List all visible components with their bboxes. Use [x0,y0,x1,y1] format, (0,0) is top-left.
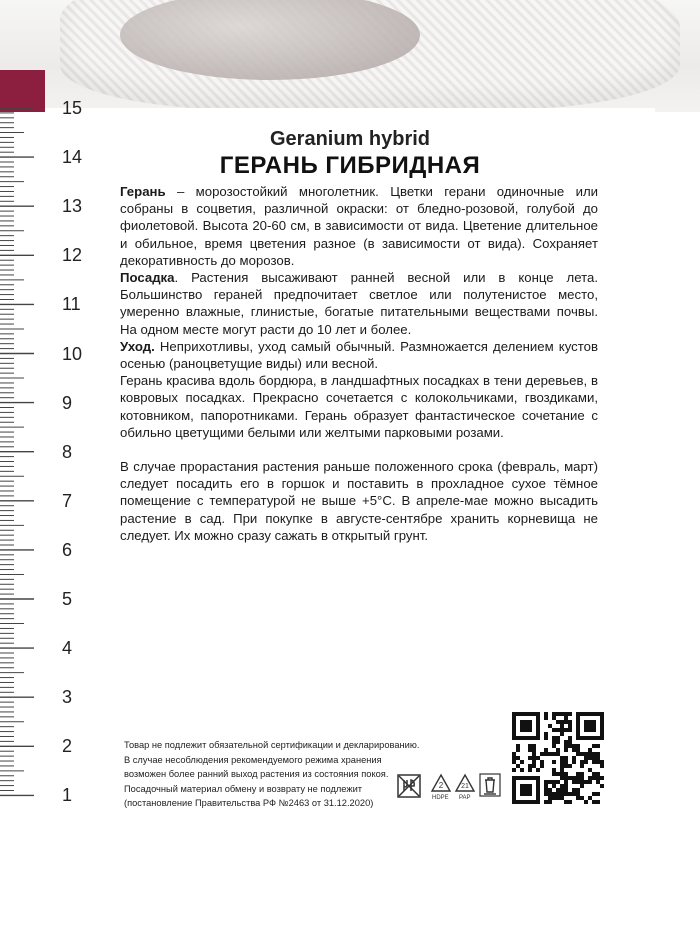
ruler-label: 4 [62,638,73,659]
qr-module [576,780,580,784]
qr-module [568,776,572,780]
qr-module [528,744,532,748]
qr-module [596,744,600,748]
qr-module [596,760,600,764]
qr-module [564,780,568,784]
qr-module [552,728,556,732]
qr-module [552,768,556,772]
qr-module [556,772,560,776]
qr-module [528,768,532,772]
paragraph-description [120,183,598,269]
qr-module [544,780,548,784]
qr-module [580,780,584,784]
ruler-label: 5 [62,589,73,609]
qr-module [568,724,572,728]
qr-module [568,744,572,748]
ruler [0,100,100,820]
qr-module [516,764,520,768]
ruler-label: 13 [62,196,83,217]
ruler-label: 3 [62,687,73,708]
qr-module [588,756,592,760]
qr-module [552,792,556,796]
qr-module [544,792,548,796]
qr-module [588,796,592,800]
qr-module [564,740,568,744]
qr-module [512,756,516,760]
qr-module [584,760,588,764]
qr-module [576,788,580,792]
product-photo [0,0,700,112]
qr-module [552,784,556,788]
qr-module [552,796,556,800]
qr-module [572,780,576,784]
ruler-label: 6 [62,539,73,560]
qr-module [592,744,596,748]
qr-module [596,776,600,780]
qr-module [532,756,536,760]
qr-module [576,748,580,752]
qr-module [564,712,568,716]
svg-text:21: 21 [461,783,469,790]
qr-module [600,784,604,788]
qr-module [564,784,568,788]
qr-module [560,760,564,764]
qr-module [568,720,572,724]
qr-module [556,728,560,732]
qr-module [544,716,548,720]
qr-module [592,792,596,796]
qr-module [588,768,592,772]
paragraph-planting [120,269,598,338]
no-food-icon [396,773,422,804]
legal-notice [124,738,420,811]
paragraph-storage: В случае прорастания растения раньше положенного срока (февраль, март) следует посадить его в горшок и поставить в прохладное сухое тёмное помещение с температурой не выше +5°С. В апреле-мае можно высадить растение в сад. При покупке в августе-сентябре хранить корневища не следует. Их можно сразу сажать в открытый грунт. [120,459,598,543]
qr-module [548,724,552,728]
qr-module [520,720,532,732]
ruler-label: 8 [62,441,73,462]
legal-line: (постановление Правительства РФ №2463 от 31.12.2020) [124,798,374,809]
qr-module [600,760,604,764]
qr-module [552,752,556,756]
qr-module [532,748,536,752]
ruler-label: 11 [62,294,81,315]
qr-module [568,792,572,796]
qr-module [564,744,568,748]
qr-module [556,796,560,800]
qr-module [548,800,552,804]
qr-module [516,756,520,760]
qr-module [564,728,568,732]
qr-module [572,760,576,764]
qr-module [556,780,560,784]
description-text [120,183,598,544]
qr-module [592,772,596,776]
term-geranium: Герань [120,184,166,199]
text-planting: . Растения высаживают ранней весной или в конце лета. Большинство гераней предпочитает светлое или полутенистое место, умеренно влажные, глинистые, богатые питательными веществами почвы. На одном месте могут расти до 10 лет и более. [120,270,598,337]
qr-module [532,752,536,756]
ruler-label: 15 [62,98,83,118]
qr-module [596,752,600,756]
qr-module [560,776,564,780]
qr-module [564,772,568,776]
qr-module [588,776,592,780]
ruler-label: 1 [62,785,73,806]
qr-module [580,764,584,768]
qr-module [588,780,592,784]
qr-module [564,756,568,760]
qr-module [600,764,604,768]
qr-code-graphic [512,712,604,804]
qr-module [544,732,548,736]
qr-module [588,752,592,756]
qr-module [544,784,548,788]
qr-module [544,748,548,752]
qr-module [520,760,524,764]
qr-module [584,756,588,760]
recycle-hdpe-icon [430,773,452,800]
qr-module [556,736,560,740]
qr-module [536,768,540,772]
qr-module [592,760,596,764]
qr-module [520,768,524,772]
qr-module [548,788,552,792]
qr-module [560,772,564,776]
pap-label: PAP [459,795,471,801]
term-planting: Посадка [120,270,175,286]
qr-module [552,740,556,744]
qr-module [576,776,580,780]
qr-module [564,748,568,752]
qr-module [580,796,584,800]
qr-module [572,756,576,760]
qr-module [592,756,596,760]
qr-module [568,712,572,716]
title-russian: ГЕРАНЬ ГИБРИДНАЯ [219,152,481,179]
qr-module [532,760,536,764]
qr-module [536,756,540,760]
qr-module [552,744,556,748]
ruler-ticks [0,100,100,820]
qr-module [576,792,580,796]
qr-module [516,748,520,752]
qr-module [548,780,552,784]
legal-line: Товар не подлежит обязательной сертификации и декларированию. [124,740,420,750]
qr-module [556,788,560,792]
qr-module [528,756,532,760]
qr-module [560,712,564,716]
qr-module [512,760,516,764]
qr-module [540,764,544,768]
text-geranium: – морозостойкий многолетник. Цветки герани одиночные или собраны в соцветия, различной окраски: от бледно-розовой, голубой до фиолетовой. Высота 20-60 см, в зависимости от вида. Цветение длительное и обильное, время цветения разное (в зависимости от вида). Сохраняет декоративность до морозов. [120,184,598,268]
qr-module [548,752,552,756]
qr-module [528,764,532,768]
qr-module [564,800,568,804]
ruler-label: 14 [62,147,83,168]
qr-module [556,752,560,756]
hdpe-label: HDPE [432,795,449,801]
qr-module [564,792,568,796]
qr-module [568,800,572,804]
qr-module [572,744,576,748]
qr-module [532,744,536,748]
qr-module [560,796,564,800]
qr-module [544,736,548,740]
qr-module [576,744,580,748]
qr-module [540,752,544,756]
legal-line: Посадочный материал обмену и возврату не подлежит [124,783,363,794]
qr-module [560,764,564,768]
qr-module [592,752,596,756]
qr-module [512,768,516,772]
qr-module [556,720,560,724]
qr-module [544,788,548,792]
qr-module [584,780,588,784]
qr-module [576,752,580,756]
qr-module [576,796,580,800]
qr-module [564,716,568,720]
ruler-label: 10 [62,343,83,364]
qr-module [568,740,572,744]
qr-module [532,764,536,768]
qr-module [520,784,532,796]
term-care: Уход. [120,338,155,354]
background [0,868,700,933]
qr-module [560,732,564,736]
qr-module [592,776,596,780]
qr-module [572,788,576,792]
ruler-label: 12 [62,245,83,266]
qr-module [544,800,548,804]
qr-module [528,748,532,752]
qr-module [564,720,568,724]
qr-module [556,748,560,752]
qr-module [580,760,584,764]
qr-module [572,792,576,796]
qr-module [600,776,604,780]
qr-module [588,748,592,752]
qr-module [584,800,588,804]
paragraph-care [120,338,598,372]
qr-module [560,720,564,724]
ruler-label: 9 [62,392,73,413]
qr-module [596,780,600,784]
ruler-label: 7 [62,490,73,511]
ruler-label: 2 [62,736,73,757]
qr-module [556,792,560,796]
qr-module [560,784,564,788]
qr-module [592,800,596,804]
svg-text:2: 2 [438,781,444,790]
qr-module [544,712,548,716]
qr-module [560,788,564,792]
qr-module [584,720,596,732]
qr-module [560,792,564,796]
qr-module [580,776,584,780]
qr-module [568,764,572,768]
qr-module [544,752,548,756]
qr-module [580,752,584,756]
qr-module [580,772,584,776]
qr-module [564,776,568,780]
qr-module [596,756,600,760]
qr-module [568,728,572,732]
recycle-pap-icon [454,773,476,800]
qr-module [580,784,584,788]
qr-module [564,764,568,768]
text-care: Неприхотливы, уход самый обычный. Размножается делением кустов осенью (раноцветущие виды) или весной. [120,338,598,372]
qr-module [568,736,572,740]
qr-module [552,760,556,764]
qr-module [552,716,556,720]
trash-bin-icon [479,773,501,802]
qr-module [564,760,568,764]
qr-module [564,788,568,792]
qr-module [556,740,560,744]
qr-module [560,756,564,760]
qr-module [552,736,556,740]
qr-module [548,796,552,800]
qr-code[interactable] [512,712,604,804]
qr-module [596,800,600,804]
legal-line: В случае несоблюдения рекомендуемого режима хранения [124,754,382,765]
qr-module [516,744,520,748]
qr-module [560,768,564,772]
qr-module [576,772,580,776]
qr-module [572,776,576,780]
qr-module [560,728,564,732]
qr-module [548,792,552,796]
qr-module [552,772,556,776]
legal-line: возможен более ранний выход растения из состояния покоя. [124,769,389,780]
qr-module [556,712,560,716]
paragraph-usage: Герань красива вдоль бордюра, в ландшафтных посадках в тени деревьев, в ковровых посадках. Прекрасно сочетается с колокольчиками, гвоздиками, котовником, папоротниками. Герань образует фантастическое сочетание с обильно цветущими белыми или желтыми парковыми розами. [120,373,598,440]
qr-module [512,752,516,756]
qr-module [540,760,544,764]
qr-module [552,780,556,784]
qr-module [560,724,564,728]
qr-module [572,748,576,752]
title-latin: Geranium hybrid [269,128,431,150]
qr-module [596,792,600,796]
qr-module [596,772,600,776]
qr-module [552,712,556,716]
qr-module [584,752,588,756]
